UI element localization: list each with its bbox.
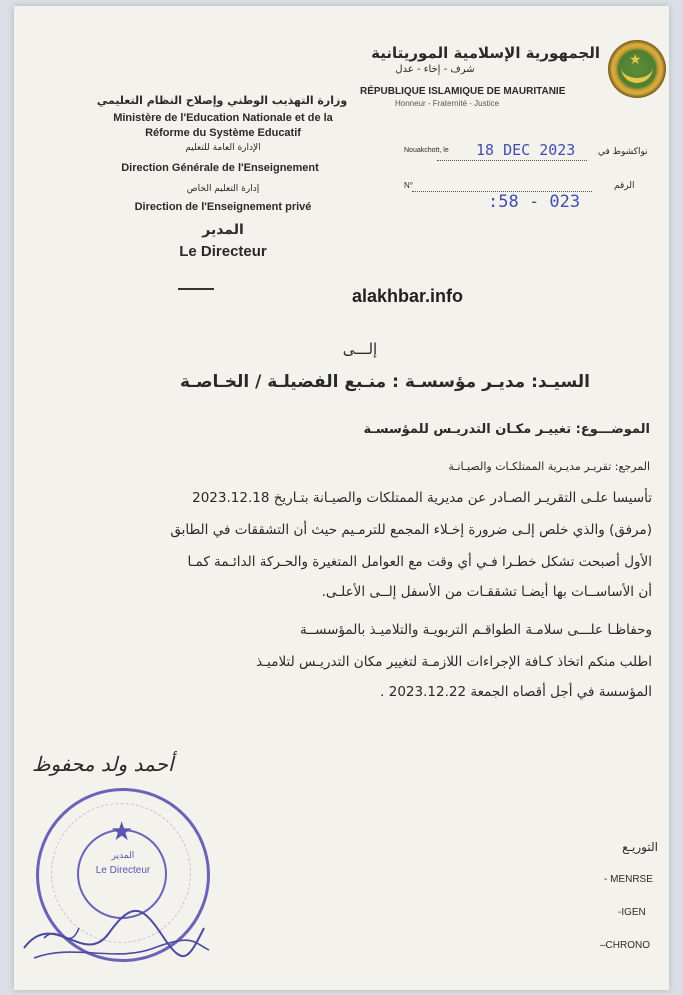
distribution-item: –CHRONO	[600, 940, 651, 951]
signatory-name: أحمد ولد محفوظ	[32, 752, 174, 776]
date-stamp-value: 18 DEC 2023	[476, 141, 576, 159]
motto-fr: Honneur - Fraternité - Justice	[395, 99, 500, 108]
watermark: alakhbar.info	[352, 286, 464, 306]
date-label-fr: Nouakchott, le	[404, 147, 449, 154]
stamp-star-icon: ★	[110, 817, 134, 847]
handwritten-signature	[14, 888, 214, 978]
ref-label-fr: N°	[404, 181, 413, 190]
paragraph1-line4: أن الأساســات بها أيضـا تشققـات من الأسفل إلــى الأعلـى.	[321, 584, 652, 600]
paragraph2-line3: المؤسسة في أجل أقصاه الجمعة 2023.12.22 .	[380, 684, 652, 700]
paragraph2-line1: وحفاظـا علـــى سلامـة الطواقـم التربويـة والتلاميـذ بالمؤسســة	[299, 622, 652, 638]
reference-line: المرجع: تقريـر مديـرية الممتلكـات والصيـانـة	[448, 460, 650, 473]
republic-ar: الجمهورية الإسلامية الموريتانية	[371, 44, 600, 62]
ministry-fr-line1: Ministère de l'Education Nationale et de la	[113, 112, 333, 124]
stamp-title-fr: Le Directeur	[95, 865, 151, 876]
paragraph2-line2: اطلب منكم اتخاذ كـافة الإجراءات اللازمـة لتغيير مكان التدريـس لتلاميـذ	[256, 654, 652, 670]
dep-fr: Direction de l'Enseignement privé	[134, 201, 312, 213]
distribution-item: - MENRSE	[604, 874, 653, 885]
addressee-to: إلـــى	[342, 340, 378, 358]
paragraph1-line1: تأسيسا علـى التقريـر الصـادر عن مديرية الممتلكات والصيـانة بتـاريخ 2023.12.18	[192, 490, 652, 506]
ministry-ar: وزارة التهذيب الوطني وإصلاح النظام التعليمي	[96, 94, 348, 107]
ministry-fr-line2: Réforme du Système Educatif	[145, 127, 301, 139]
header-divider	[178, 288, 214, 290]
date-dotted-line	[437, 160, 587, 161]
distribution-item: -IGEN	[618, 907, 646, 918]
subject-line: الموضـــوع: تغييـر مكـان التدريـس للمؤسسـة	[363, 422, 650, 437]
date-label-ar: نواكشوط في	[598, 147, 648, 157]
paragraph1-line2: (مرفق) والذي خلص إلـى ضرورة إخـلاء المجمع للترمـيم حيث أن التشققات في الطابق	[170, 522, 652, 538]
national-emblem: ★	[608, 40, 666, 98]
motto-ar: شرف - إخاء - عدل	[395, 64, 475, 75]
dep-ar: إدارة التعليم الخاص	[186, 184, 260, 194]
dge-ar: الإدارة العامة للتعليم	[185, 143, 261, 153]
ref-number: :58 - 023	[488, 192, 581, 212]
director-fr: Le Directeur	[179, 243, 267, 260]
republic-fr: RÉPUBLIQUE ISLAMIQUE DE MAURITANIE	[360, 86, 566, 97]
director-ar: المدير	[202, 222, 244, 238]
recipient-line: السيـد: مديـر مؤسسـة : منـبع الفضيلـة / الخـاصـة	[180, 372, 590, 392]
dge-fr: Direction Générale de l'Enseignement	[121, 162, 319, 174]
distribution-title: التوريـع	[622, 840, 658, 854]
ref-label-ar: الرقم	[614, 181, 635, 191]
stamp-title-ar: المدير	[111, 851, 135, 861]
paragraph1-line3: الأول أصبحت تشكل خطـرا فـي أي وقت مع العوامل المتغيرة والحـركة الدائـمة كمـا	[187, 554, 652, 570]
